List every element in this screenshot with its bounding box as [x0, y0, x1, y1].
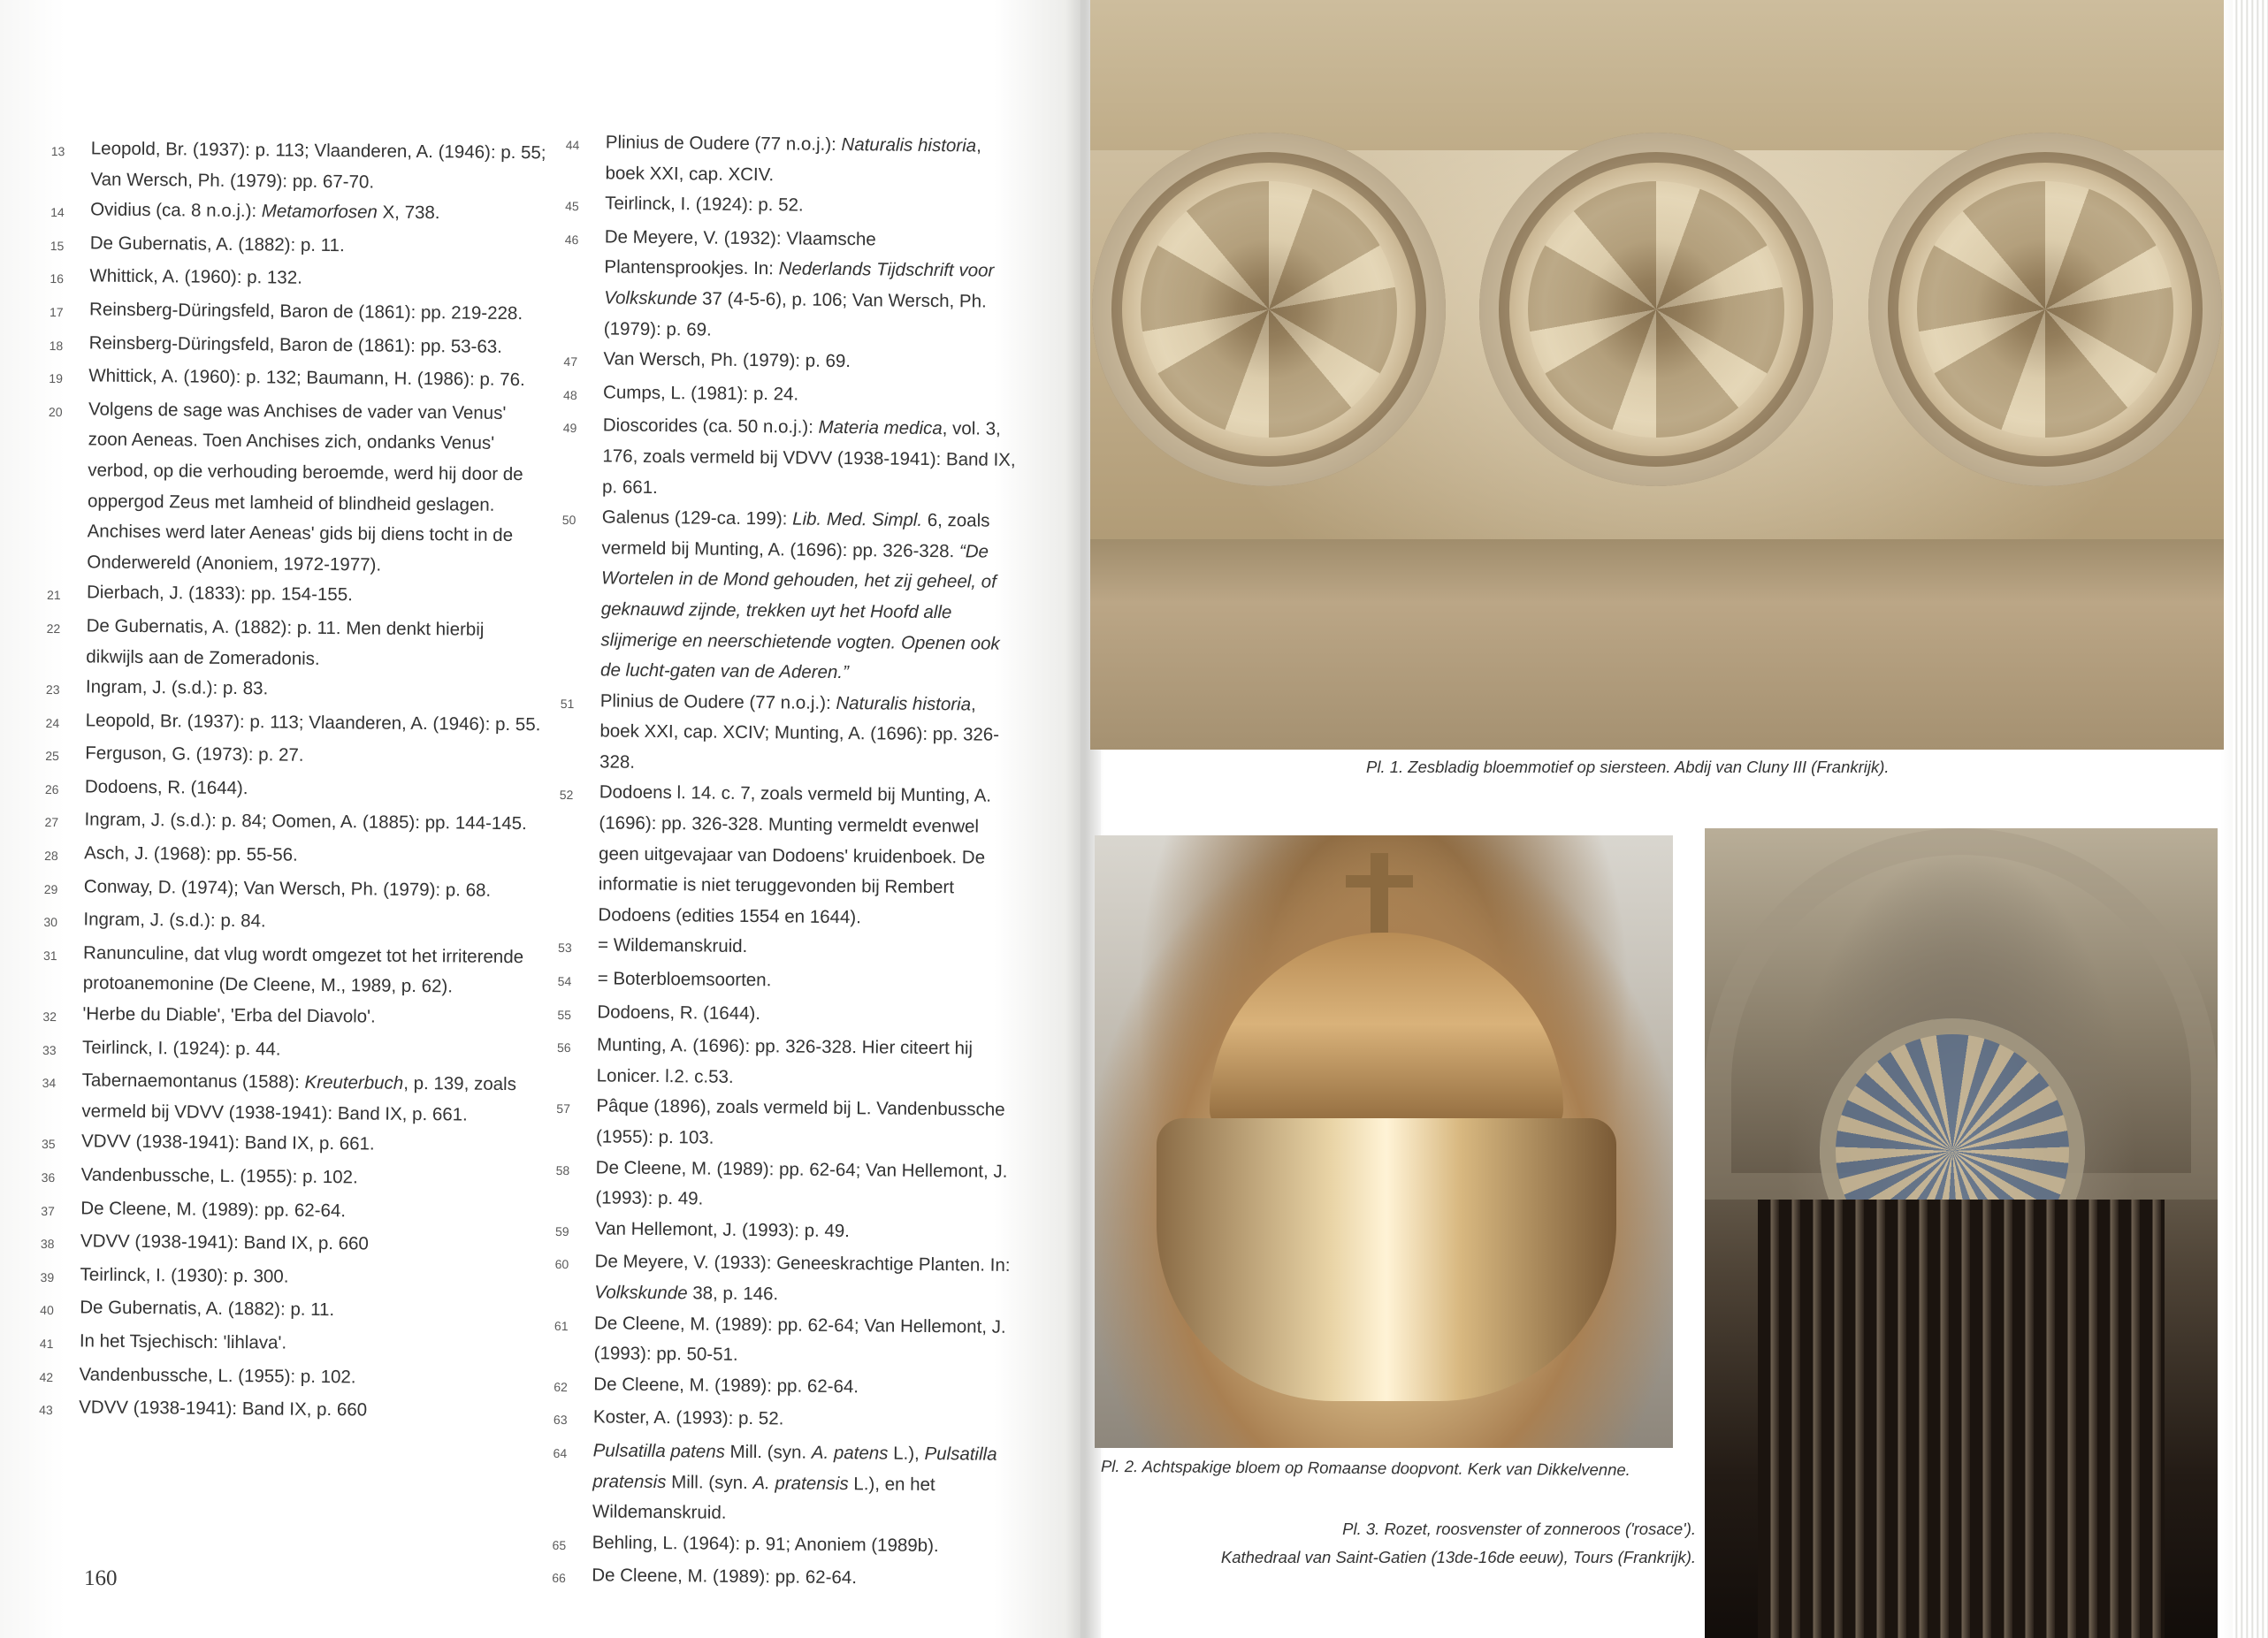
endnote-text: Teirlinck, I. (1924): p. 52. [605, 193, 804, 216]
endnote-text: Ingram, J. (s.d.): p. 83. [85, 676, 269, 699]
endnote-text: Behling, L. (1964): p. 91; Anoniem (1989b). [592, 1532, 939, 1556]
plate-2-caption: Pl. 2. Achtspakige bloem op Romaanse doopvont. Kerk van Dikkelvenne. [1100, 1456, 1630, 1480]
endnote-number: 61 [554, 1318, 569, 1333]
plate-2-photo [1095, 835, 1673, 1448]
plate-3-caption-line-2: Kathedraal van Saint-Gatien (13de-16de eeuw), Tours (Frankrijk). [1220, 1548, 1696, 1566]
endnote-text: VDVV (1938-1941): Band IX, p. 660 [79, 1397, 368, 1421]
endnote-text: Tabernaemontanus (1588): Kreuterbuch, p. 139, zoals vermeld bij VDVV (1938-1941): Band IX, p. 661. [81, 1070, 516, 1125]
font-bowl [1157, 1118, 1616, 1401]
endnote [554, 1402, 1013, 1440]
endnote [554, 1308, 1015, 1374]
endnote [554, 1246, 1015, 1312]
plate-3-photo [1705, 828, 2218, 1638]
endnote-text: Koster, A. (1993): p. 52. [592, 1406, 784, 1429]
endnote [46, 611, 542, 677]
endnote-number: 45 [565, 199, 579, 214]
endnote [43, 904, 538, 942]
endnote-text: De Gubernatis, A. (1882): p. 11. Men denkt hierbij dikwijls aan de Zomeradonis. [86, 615, 485, 669]
endnote-number: 27 [44, 815, 59, 830]
endnote [40, 1260, 535, 1298]
endnote [45, 738, 540, 776]
endnote [46, 672, 541, 710]
plate-3-caption-line-1: Pl. 3. Rozet, roosvenster of zonneroos ('rosace'). [1342, 1520, 1696, 1538]
font-lid [1210, 933, 1563, 1136]
endnote-text: Plinius de Oudere (77 n.o.j.): Naturalis historia, boek XXI, cap. XCIV; Munting, A. (1696): pp. 326-328. [599, 690, 1000, 773]
endnote-text: 'Herbe du Diable', 'Erba del Diavolo'. [82, 1003, 376, 1027]
endnote-number: 32 [42, 1009, 57, 1025]
plate-3-caption [1211, 1515, 1696, 1572]
endnote-number: 52 [559, 788, 574, 803]
endnote-text: = Boterbloemsoorten. [597, 968, 772, 991]
endnote-number: 34 [42, 1076, 57, 1091]
endnote [564, 222, 1025, 348]
endnote-number: 46 [564, 232, 579, 247]
endnote [41, 1193, 536, 1231]
endnote-text: Teirlinck, I. (1924): p. 44. [81, 1037, 281, 1060]
endnote-text: Reinsberg-Düringsfeld, Baron de (1861): pp. 53-63. [88, 331, 503, 357]
endnote [563, 377, 1023, 415]
endnote [41, 1160, 536, 1198]
endnote-number: 16 [50, 271, 65, 286]
plate-1-caption: Pl. 1. Zesbladig bloemmotief op siersteen. Abdij van Cluny III (Frankrijk). [1366, 758, 1890, 776]
endnote-number: 43 [39, 1403, 53, 1418]
endnote-number: 50 [561, 513, 577, 528]
endnote [43, 938, 539, 1004]
rosette-1 [1092, 133, 1446, 486]
endnote-text: De Meyere, V. (1933): Geneeskrachtige Planten. In: Volkskunde 38, p. 146. [594, 1251, 1011, 1305]
endnote-text: De Cleene, M. (1989): pp. 62-64; Van Hellemont, J. (1993): p. 49. [595, 1156, 1008, 1209]
stone-band-bottom [1090, 539, 2224, 750]
endnote [50, 294, 545, 332]
page-number: 160 [84, 1566, 118, 1590]
endnote-number: 15 [50, 238, 65, 253]
endnote-number: 56 [556, 1040, 571, 1055]
endnote-number: 18 [49, 338, 64, 353]
endnote-number: 36 [41, 1169, 56, 1185]
endnote-text: Reinsberg-Düringsfeld, Baron de (1861): pp. 219-228. [88, 299, 523, 324]
endnote [45, 772, 540, 810]
endnote [555, 1153, 1016, 1218]
endnote-number: 30 [43, 915, 58, 930]
plate-1-photo [1090, 0, 2224, 750]
endnote-text: De Gubernatis, A. (1882): p. 11. [89, 232, 345, 255]
endnote [558, 964, 1018, 1002]
endnote-number: 54 [557, 973, 572, 989]
endnote-text: Munting, A. (1696): pp. 326-328. Hier citeert hij Lonicer. l.2. c.53. [596, 1034, 974, 1087]
endnote [558, 777, 1019, 934]
endnote [44, 838, 539, 876]
endnote [42, 1032, 538, 1070]
endnote-number: 48 [563, 387, 577, 402]
endnote-text: De Cleene, M. (1989): pp. 62-64; Van Hellemont, J. (1993): pp. 50-51. [593, 1312, 1006, 1366]
endnote [561, 502, 1022, 690]
endnote-number: 37 [41, 1203, 55, 1218]
endnote-number: 21 [46, 588, 61, 603]
endnote-number: 58 [555, 1162, 570, 1177]
endnote-text: De Cleene, M. (1989): pp. 62-64. [593, 1374, 859, 1397]
organ-pipes [1758, 1200, 2165, 1638]
endnote-text: Ovidius (ca. 8 n.o.j.): Metamorfosen X, 738. [90, 199, 440, 224]
endnote-number: 64 [553, 1445, 568, 1461]
endnote-number: 14 [50, 205, 65, 220]
endnote-text: VDVV (1938-1941): Band IX, p. 660 [80, 1230, 370, 1254]
endnote-number: 47 [563, 354, 578, 370]
endnote-text: Pulsatilla patens Mill. (syn. A. patens L.), Pulsatilla pratensis Mill. (syn. A. pratensis L.), en het Wildemanskruid. [592, 1440, 997, 1523]
endnote-number: 55 [557, 1007, 572, 1022]
rosette-2 [1479, 133, 1833, 486]
endnote [50, 261, 545, 299]
endnote [39, 1359, 534, 1397]
endnote [40, 1292, 535, 1330]
endnote [560, 686, 1020, 782]
page-edge [2233, 0, 2268, 1638]
left-page [0, 0, 1081, 1638]
stone-band-top [1090, 0, 2224, 150]
endnote-number: 22 [46, 621, 61, 636]
endnote-text: Conway, D. (1974); Van Wersch, Ph. (1979): p. 68. [83, 876, 492, 901]
endnote-text: In het Tsjechisch: 'lihlava'. [79, 1330, 287, 1353]
endnote-number: 60 [554, 1257, 569, 1272]
endnote [50, 194, 546, 232]
endnote-number: 23 [45, 682, 60, 697]
endnote [558, 930, 1018, 968]
endnote-text: Leopold, Br. (1937): p. 113; Vlaanderen, A. (1946): p. 55; Van Wersch, Ph. (1979): pp. 67-70. [90, 138, 546, 193]
rosette-3 [1868, 133, 2222, 486]
endnote-number: 26 [44, 781, 59, 796]
endnote [44, 804, 539, 842]
endnote-text: Volgens de sage was Anchises de vader van Venus' zoon Aeneas. Toen Anchises zich, ondanks Venus' verbod, op die verhouding beroemde, werd hij door de oppergod Zeus met lamheid of blindheid geslagen. Anchises werd later Aeneas' gids bij diens tocht in de Onderwereld (Anoniem, 1972-1977). [87, 399, 523, 575]
endnote [44, 872, 539, 910]
endnote [552, 1528, 1012, 1566]
endnote-text: Cumps, L. (1981): p. 24. [603, 382, 799, 405]
endnote-text: = Wildemanskruid. [598, 934, 748, 957]
endnote [39, 1392, 534, 1430]
endnote-number: 28 [44, 849, 58, 864]
endnote-number: 38 [40, 1237, 55, 1252]
endnote-number: 29 [43, 881, 58, 896]
endnote [557, 1030, 1018, 1095]
endnote-text: Vandenbussche, L. (1955): p. 102. [79, 1363, 356, 1387]
endnote [557, 997, 1017, 1035]
endnote-number: 53 [558, 941, 572, 956]
endnote-number: 24 [45, 715, 60, 730]
endnote [553, 1436, 1013, 1532]
endnote-text: Dodoens, R. (1644). [597, 1002, 761, 1024]
endnote-text: Ingram, J. (s.d.): p. 84; Oomen, A. (1885): pp. 144-145. [84, 809, 527, 834]
endnote-text: De Gubernatis, A. (1882): p. 11. [80, 1297, 335, 1321]
endnote-number: 13 [50, 143, 65, 159]
cross-finial [1371, 853, 1388, 933]
endnote [47, 394, 544, 583]
endnote-text: Dioscorides (ca. 50 n.o.j.): Materia medica, vol. 3, 176, zoals vermeld bij VDVV (1938-1941): Band IX, p. 661. [601, 415, 1016, 498]
endnote-text: Whittick, A. (1960): p. 132; Baumann, H. (1986): p. 76. [88, 365, 525, 391]
endnote-text: Van Hellemont, J. (1993): p. 49. [594, 1218, 851, 1241]
endnote-text: Plinius de Oudere (77 n.o.j.): Naturalis historia, boek XXI, cap. XCIV. [605, 132, 981, 185]
endnote [554, 1369, 1013, 1407]
endnote-text: Dodoens l. 14. c. 7, zoals vermeld bij Munting, A. (1696): pp. 326-328. Munting vermeldt evenwel geen uitgevajaar van Dodoens' kruidenboek. De informatie is niet teruggevonden bij Rembert Dodoens (edities 1554 en 1644). [598, 781, 992, 928]
endnote-text: Vandenbussche, L. (1955): p. 102. [80, 1164, 358, 1188]
endnote-number: 33 [42, 1042, 57, 1057]
endnote-text: Ingram, J. (s.d.): p. 84. [83, 909, 266, 932]
endnote [49, 361, 544, 399]
endnote-number: 25 [45, 749, 59, 764]
endnote-number: 66 [552, 1571, 566, 1586]
endnote [50, 328, 545, 366]
endnote-text: Teirlinck, I. (1930): p. 300. [80, 1264, 289, 1287]
endnote-number: 40 [40, 1303, 54, 1318]
endnote-number: 19 [49, 371, 63, 386]
endnote-number: 51 [560, 696, 575, 711]
endnote [40, 1326, 535, 1364]
endnote-number: 39 [40, 1269, 55, 1284]
notes-column-2 [552, 127, 1026, 1598]
endnote-text: Van Wersch, Ph. (1979): p. 69. [603, 348, 851, 372]
endnote [556, 1091, 1017, 1156]
endnote-number: 42 [39, 1369, 54, 1384]
endnote [563, 344, 1023, 382]
endnote-number: 41 [39, 1336, 54, 1352]
endnote [552, 1560, 1012, 1598]
endnote-number: 20 [48, 404, 63, 419]
endnote-text: VDVV (1938-1941): Band IX, p. 661. [80, 1131, 375, 1154]
endnote-number: 17 [49, 304, 64, 320]
endnote-number: 31 [42, 948, 57, 963]
endnote [555, 1214, 1015, 1252]
endnote-number: 44 [565, 137, 580, 153]
endnote [50, 228, 546, 266]
endnote-text: Asch, J. (1968): pp. 55-56. [84, 842, 298, 865]
endnote [562, 410, 1023, 507]
endnote [42, 999, 538, 1037]
endnote [565, 127, 1026, 193]
endnote-text: Ferguson, G. (1973): p. 27. [85, 743, 304, 766]
endnote [45, 705, 540, 743]
endnote-number: 49 [562, 421, 577, 436]
endnote-number: 65 [552, 1537, 567, 1552]
endnote-number: 62 [554, 1379, 568, 1394]
endnote-text: De Meyere, V. (1932): Vlaamsche Plantensprookjes. In: Nederlands Tijdschrift voor Volkskunde 37 (4-5-6), p. 106; Van Wersch, Ph. (1979): p. 69. [603, 226, 995, 340]
endnote-number: 59 [554, 1223, 569, 1238]
endnote-number: 35 [41, 1137, 56, 1152]
endnote-number: 57 [556, 1101, 570, 1116]
endnote-text: Galenus (129-ca. 199): Lib. Med. Simpl. 6, zoals vermeld bij Munting, A. (1696): pp. 326-328. “De Wortelen in de Mond gehouden, het zij geheel, of geknauwd zijnde, trekken uyt het Hoofd alle slijmerige en neerschietende vogten. Openen ook de lucht-gaten van de Aderen.” [599, 507, 1000, 683]
endnote [565, 188, 1025, 226]
notes-column-1 [39, 133, 546, 1430]
endnote-text: Leopold, Br. (1937): p. 113; Vlaanderen, A. (1946): p. 55. [85, 710, 541, 735]
endnote-number: 63 [553, 1413, 568, 1428]
endnote [47, 577, 542, 615]
endnote [42, 1126, 537, 1164]
endnote [41, 1226, 536, 1264]
endnote-text: De Cleene, M. (1989): pp. 62-64. [592, 1565, 858, 1588]
endnote-text: Dodoens, R. (1644). [84, 776, 248, 799]
endnote-text: Dierbach, J. (1833): pp. 154-155. [86, 582, 353, 606]
endnote [50, 133, 546, 200]
endnote-text: Pâque (1896), zoals vermeld bij L. Vandenbussche (1955): p. 103. [595, 1095, 1005, 1148]
endnote-text: De Cleene, M. (1989): pp. 62-64. [80, 1197, 347, 1221]
endnote [42, 1065, 538, 1131]
endnote-text: Whittick, A. (1960): p. 132. [89, 265, 302, 289]
endnote-text: Ranunculine, dat vlug wordt omgezet tot het irriterende protoanemonine (De Cleene, M., 1989, p. 62). [82, 942, 524, 997]
